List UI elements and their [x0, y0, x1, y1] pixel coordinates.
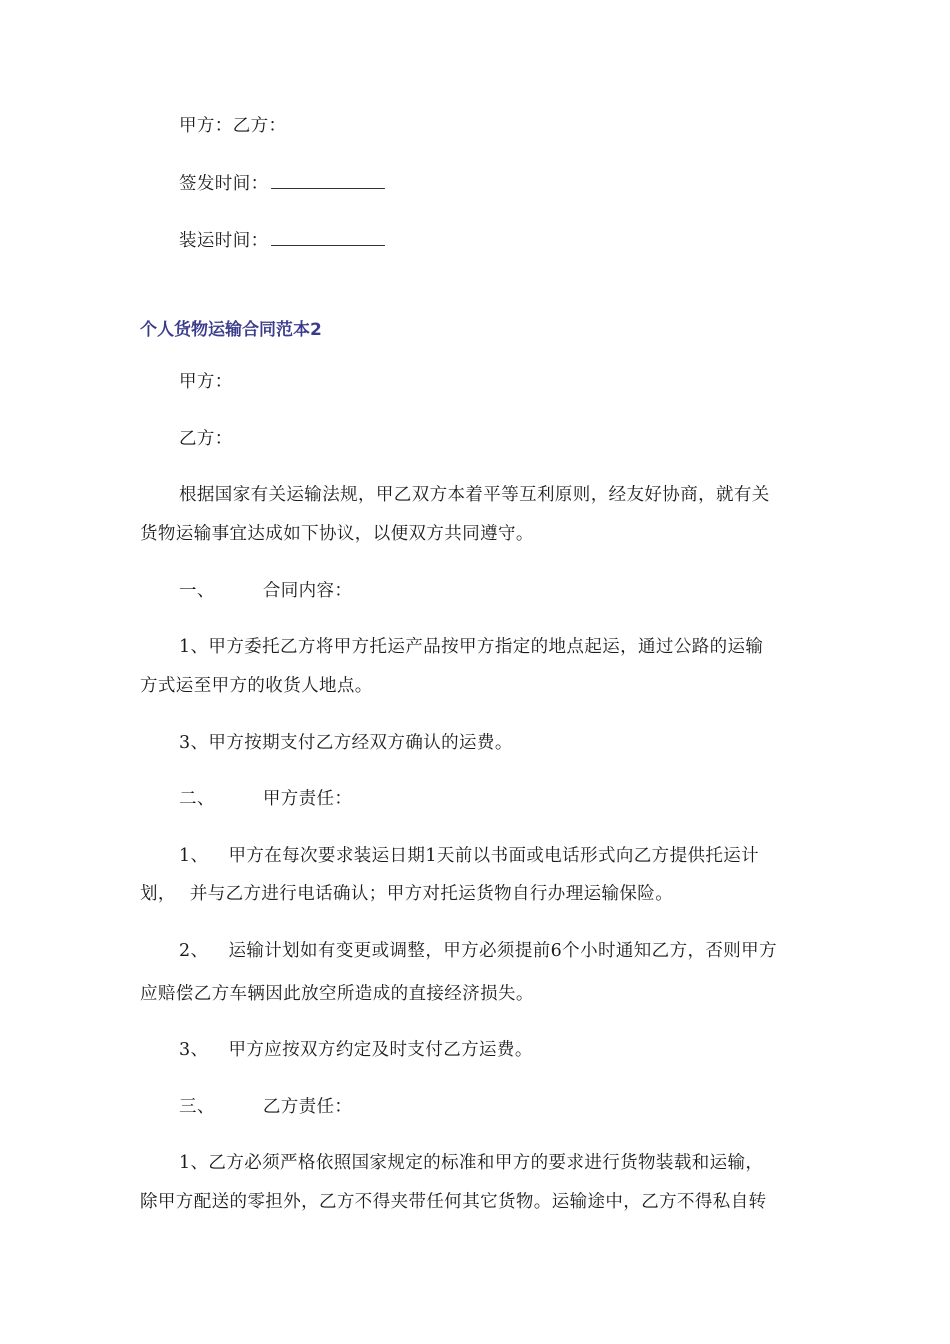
clause-3-title: 乙方责任：	[262, 1097, 353, 1117]
loading-time-blank	[271, 228, 385, 246]
issue-time-row	[179, 171, 385, 196]
clause-3-item-1-line-1: 1、乙方必须严格依照国家规定的标准和甲方的要求进行货物装载和运输，	[179, 1153, 764, 1173]
clause-1-title: 合同内容：	[262, 581, 353, 601]
clause-3-heading	[179, 1095, 352, 1119]
section-heading: 个人货物运输合同范本2	[140, 320, 322, 340]
clause-2-item-3-text: 甲方应按双方约定及时支付乙方运费。	[228, 1040, 533, 1060]
clause-1-item-3: 3、甲方按期支付乙方经双方确认的运费。	[179, 733, 513, 753]
clause-2-item-2-text: 运输计划如有变更或调整，甲方必须提前6个小时通知乙方，否则甲方	[228, 941, 777, 961]
clause-3-item-1-line-2: 除甲方配送的零担外，乙方不得夹带任何其它货物。运输途中，乙方不得私自转	[140, 1192, 767, 1212]
clause-2-item-1-text: 甲方在每次要求装运日期1天前以书面或电话形式向乙方提供托运计	[228, 846, 760, 866]
party-b-line: 乙方：	[179, 429, 233, 449]
issue-time-label: 签发时间：	[179, 174, 269, 194]
intro-paragraph-line-2: 货物运输事宜达成如下协议，以便双方共同遵守。	[140, 524, 534, 544]
loading-time-label: 装运时间：	[179, 231, 269, 251]
clause-2-item-1-number: 1、	[179, 846, 209, 866]
clause-2-item-2-line-1	[179, 939, 777, 963]
clause-1-number: 一、	[179, 581, 215, 601]
party-a-line: 甲方：	[179, 372, 233, 392]
clause-2-item-2-number: 2、	[179, 941, 209, 961]
parties-signature-line: 甲方：乙方：	[179, 116, 287, 136]
clause-1-item-1-line-1: 1、甲方委托乙方将甲方托运产品按甲方指定的地点起运，通过公路的运输	[179, 637, 764, 657]
clause-2-number: 二、	[179, 789, 215, 809]
clause-1-heading	[179, 579, 352, 603]
clause-2-item-1-line-2	[140, 882, 673, 906]
clause-2-item-1-line-1	[179, 844, 759, 868]
clause-2-title: 甲方责任：	[262, 789, 353, 809]
clause-2-heading	[179, 787, 352, 811]
intro-paragraph-line-1: 根据国家有关运输法规，甲乙双方本着平等互利原则，经友好协商，就有关	[179, 485, 770, 505]
clause-1-item-1-line-2: 方式运至甲方的收货人地点。	[140, 676, 373, 696]
clause-2-item-1-text-2b: 并与乙方进行电话确认；甲方对托运货物自行办理运输保险。	[189, 884, 674, 904]
clause-2-item-3	[179, 1038, 533, 1062]
issue-time-blank	[271, 171, 385, 189]
clause-2-item-3-number: 3、	[179, 1040, 209, 1060]
clause-3-number: 三、	[179, 1097, 215, 1117]
loading-time-row	[179, 228, 385, 253]
clause-2-item-1-text-2a: 划，	[140, 884, 176, 904]
clause-2-item-2-line-2: 应赔偿乙方车辆因此放空所造成的直接经济损失。	[140, 984, 534, 1004]
